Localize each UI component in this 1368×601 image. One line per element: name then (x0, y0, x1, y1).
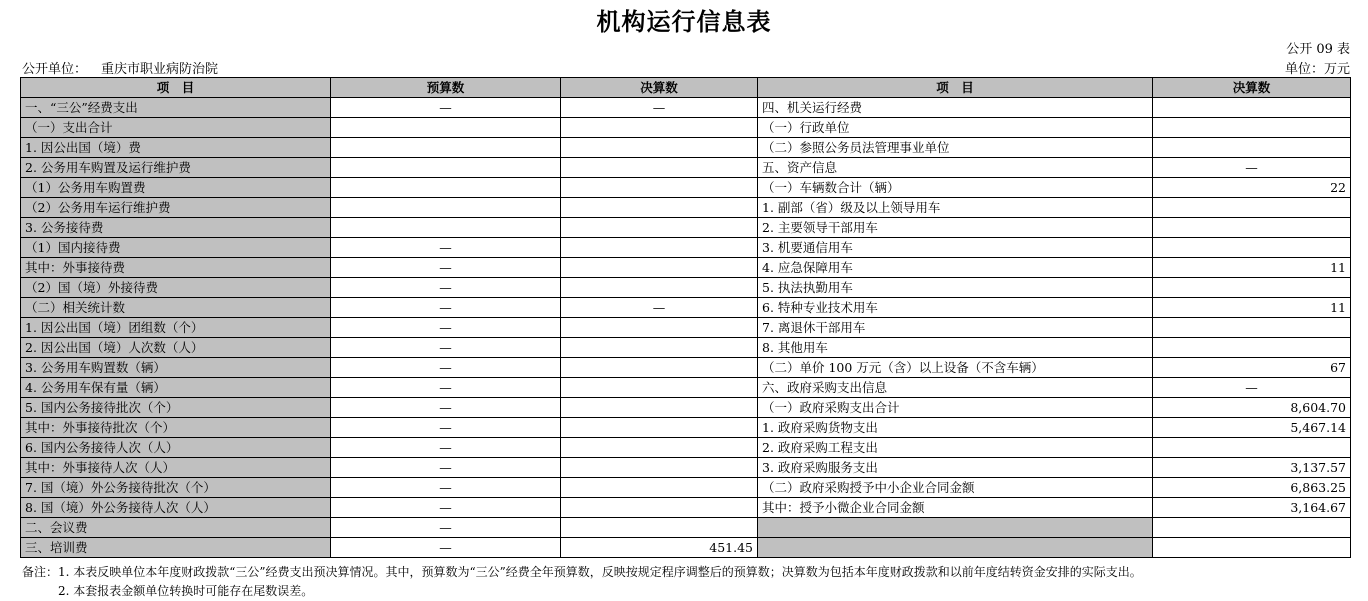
left-item-cell: 1. 因公出国（境）团组数（个） (21, 318, 331, 338)
right-final-cell (1153, 138, 1351, 158)
budget-cell: — (331, 338, 561, 358)
right-item-cell: 六、政府采购支出信息 (758, 378, 1153, 398)
budget-cell: — (331, 378, 561, 398)
final-cell (561, 158, 758, 178)
right-item-cell: 2. 政府采购工程支出 (758, 438, 1153, 458)
final-cell (561, 458, 758, 478)
final-cell (561, 358, 758, 378)
right-final-cell (1153, 278, 1351, 298)
budget-cell: — (331, 358, 561, 378)
right-final-cell (1153, 338, 1351, 358)
left-item-cell: （2）公务用车运行维护费 (21, 198, 331, 218)
right-final-cell (1153, 218, 1351, 238)
right-item-cell: 3. 政府采购服务支出 (758, 458, 1153, 478)
right-final-cell (1153, 538, 1351, 558)
left-item-cell: 7. 国（境）外公务接待批次（个） (21, 478, 331, 498)
right-item-cell: 1. 副部（省）级及以上领导用车 (758, 198, 1153, 218)
right-item-cell: 其中：授予小微企业合同金额 (758, 498, 1153, 518)
budget-cell (331, 178, 561, 198)
right-final-cell: 3,164.67 (1153, 498, 1351, 518)
right-final-cell: 11 (1153, 298, 1351, 318)
table-row (21, 278, 1351, 298)
money-unit: 单位：万元 (1284, 62, 1350, 77)
table-row (21, 478, 1351, 498)
table-row (21, 498, 1351, 518)
budget-cell (331, 198, 561, 218)
final-cell (561, 198, 758, 218)
budget-cell (331, 218, 561, 238)
table-row (21, 238, 1351, 258)
right-item-cell: （一）政府采购支出合计 (758, 398, 1153, 418)
note-2: 2. 本套报表金额单位转换时可能存在尾数误差。 (58, 584, 314, 598)
table-row (21, 538, 1351, 558)
table-row (21, 218, 1351, 238)
table-row (21, 438, 1351, 458)
budget-cell: — (331, 258, 561, 278)
budget-cell: — (331, 418, 561, 438)
table-row (21, 418, 1351, 438)
table-row (21, 458, 1351, 478)
header-right-final: 决算数 (1153, 78, 1351, 98)
table-header-row (21, 78, 1351, 98)
final-cell (561, 138, 758, 158)
final-cell (561, 438, 758, 458)
left-item-cell: 5. 国内公务接待批次（个） (21, 398, 331, 418)
final-cell (561, 318, 758, 338)
left-item-cell: 其中：外事接待人次（人） (21, 458, 331, 478)
page-title: 机构运行信息表 (596, 8, 772, 36)
right-final-cell: 5,467.14 (1153, 418, 1351, 438)
notes (22, 563, 1142, 601)
right-item-cell: 五、资产信息 (758, 158, 1153, 178)
final-cell: — (561, 298, 758, 318)
right-item-cell (758, 538, 1153, 558)
budget-cell: — (331, 538, 561, 558)
left-item-cell: 8. 国（境）外公务接待人次（人） (21, 498, 331, 518)
left-item-cell: （2）国（境）外接待费 (21, 278, 331, 298)
reporting-unit-label: 公开单位： (22, 62, 88, 77)
table-row (21, 518, 1351, 538)
table-row (21, 118, 1351, 138)
budget-cell: — (331, 238, 561, 258)
final-cell (561, 518, 758, 538)
final-cell (561, 398, 758, 418)
table-row (21, 398, 1351, 418)
final-cell: — (561, 98, 758, 118)
right-item-cell: 3. 机要通信用车 (758, 238, 1153, 258)
right-final-cell (1153, 198, 1351, 218)
budget-cell: — (331, 398, 561, 418)
table-row (21, 258, 1351, 278)
budget-cell: — (331, 478, 561, 498)
table-row (21, 178, 1351, 198)
table-row (21, 138, 1351, 158)
institution-operation-table (20, 77, 1351, 558)
right-item-cell (758, 518, 1153, 538)
final-cell (561, 338, 758, 358)
left-item-cell: 2. 公务用车购置及运行维护费 (21, 158, 331, 178)
left-item-cell: （二）相关统计数 (21, 298, 331, 318)
right-final-cell: 3,137.57 (1153, 458, 1351, 478)
final-cell (561, 278, 758, 298)
table-row (21, 338, 1351, 358)
right-final-cell (1153, 238, 1351, 258)
left-item-cell: 3. 公务接待费 (21, 218, 331, 238)
budget-cell: — (331, 298, 561, 318)
right-item-cell: 7. 离退休干部用车 (758, 318, 1153, 338)
table-row (21, 198, 1351, 218)
left-item-cell: 其中：外事接待批次（个） (21, 418, 331, 438)
table-row (21, 98, 1351, 118)
left-item-cell: 二、会议费 (21, 518, 331, 538)
right-item-cell: （二）单价 100 万元（含）以上设备（不含车辆） (758, 358, 1153, 378)
right-final-cell (1153, 118, 1351, 138)
right-item-cell: 6. 特种专业技术用车 (758, 298, 1153, 318)
left-item-cell: 6. 国内公务接待人次（人） (21, 438, 331, 458)
left-item-cell: 其中：外事接待费 (21, 258, 331, 278)
budget-cell: — (331, 438, 561, 458)
budget-cell: — (331, 98, 561, 118)
right-final-cell: 6,863.25 (1153, 478, 1351, 498)
right-item-cell: （一）行政单位 (758, 118, 1153, 138)
left-item-cell: （一）支出合计 (21, 118, 331, 138)
header-right-item: 项 目 (758, 78, 1153, 98)
left-item-cell: （1）国内接待费 (21, 238, 331, 258)
reporting-unit-name: 重庆市职业病防治院 (101, 62, 219, 77)
table-row (21, 158, 1351, 178)
form-number: 公开 09 表 (1286, 42, 1350, 57)
note-1: 备注：1. 本表反映单位本年度财政拨款“三公”经费支出预决算情况。其中，预算数为“三公”经费全年预算数，反映按规定程序调整后的预算数；决算数为包括本年度财政拨款和以前年度结转资金安排的实际支出。 (22, 565, 1142, 579)
left-item-cell: 3. 公务用车购置数（辆） (21, 358, 331, 378)
right-item-cell: （二）参照公务员法管理事业单位 (758, 138, 1153, 158)
right-final-cell (1153, 438, 1351, 458)
final-cell (561, 258, 758, 278)
final-cell (561, 498, 758, 518)
final-cell (561, 118, 758, 138)
table-row (21, 298, 1351, 318)
budget-cell (331, 158, 561, 178)
right-item-cell: （一）车辆数合计（辆） (758, 178, 1153, 198)
budget-cell: — (331, 498, 561, 518)
header-final: 决算数 (561, 78, 758, 98)
left-item-cell: 4. 公务用车保有量（辆） (21, 378, 331, 398)
right-final-cell (1153, 318, 1351, 338)
budget-cell (331, 118, 561, 138)
right-final-cell: — (1153, 158, 1351, 178)
right-final-cell: 8,604.70 (1153, 398, 1351, 418)
budget-cell: — (331, 518, 561, 538)
final-cell (561, 178, 758, 198)
final-cell: 451.45 (561, 538, 758, 558)
right-item-cell: 1. 政府采购货物支出 (758, 418, 1153, 438)
right-item-cell: 4. 应急保障用车 (758, 258, 1153, 278)
budget-cell: — (331, 458, 561, 478)
table-row (21, 378, 1351, 398)
reporting-unit (22, 58, 218, 77)
left-item-cell: （1）公务用车购置费 (21, 178, 331, 198)
final-cell (561, 378, 758, 398)
budget-cell (331, 138, 561, 158)
right-item-cell: （二）政府采购授予中小企业合同金额 (758, 478, 1153, 498)
budget-cell: — (331, 278, 561, 298)
right-final-cell (1153, 98, 1351, 118)
right-item-cell: 5. 执法执勤用车 (758, 278, 1153, 298)
right-final-cell (1153, 518, 1351, 538)
left-item-cell: 三、培训费 (21, 538, 331, 558)
header-budget: 预算数 (331, 78, 561, 98)
left-item-cell: 2. 因公出国（境）人次数（人） (21, 338, 331, 358)
right-item-cell: 四、机关运行经费 (758, 98, 1153, 118)
header-left-item: 项 目 (21, 78, 331, 98)
table-row (21, 318, 1351, 338)
final-cell (561, 218, 758, 238)
final-cell (561, 418, 758, 438)
left-item-cell: 一、“三公”经费支出 (21, 98, 331, 118)
left-item-cell: 1. 因公出国（境）费 (21, 138, 331, 158)
budget-cell: — (331, 318, 561, 338)
right-final-cell: 22 (1153, 178, 1351, 198)
right-item-cell: 8. 其他用车 (758, 338, 1153, 358)
final-cell (561, 238, 758, 258)
table-row (21, 358, 1351, 378)
right-final-cell: 11 (1153, 258, 1351, 278)
right-final-cell: 67 (1153, 358, 1351, 378)
right-final-cell: — (1153, 378, 1351, 398)
right-item-cell: 2. 主要领导干部用车 (758, 218, 1153, 238)
final-cell (561, 478, 758, 498)
